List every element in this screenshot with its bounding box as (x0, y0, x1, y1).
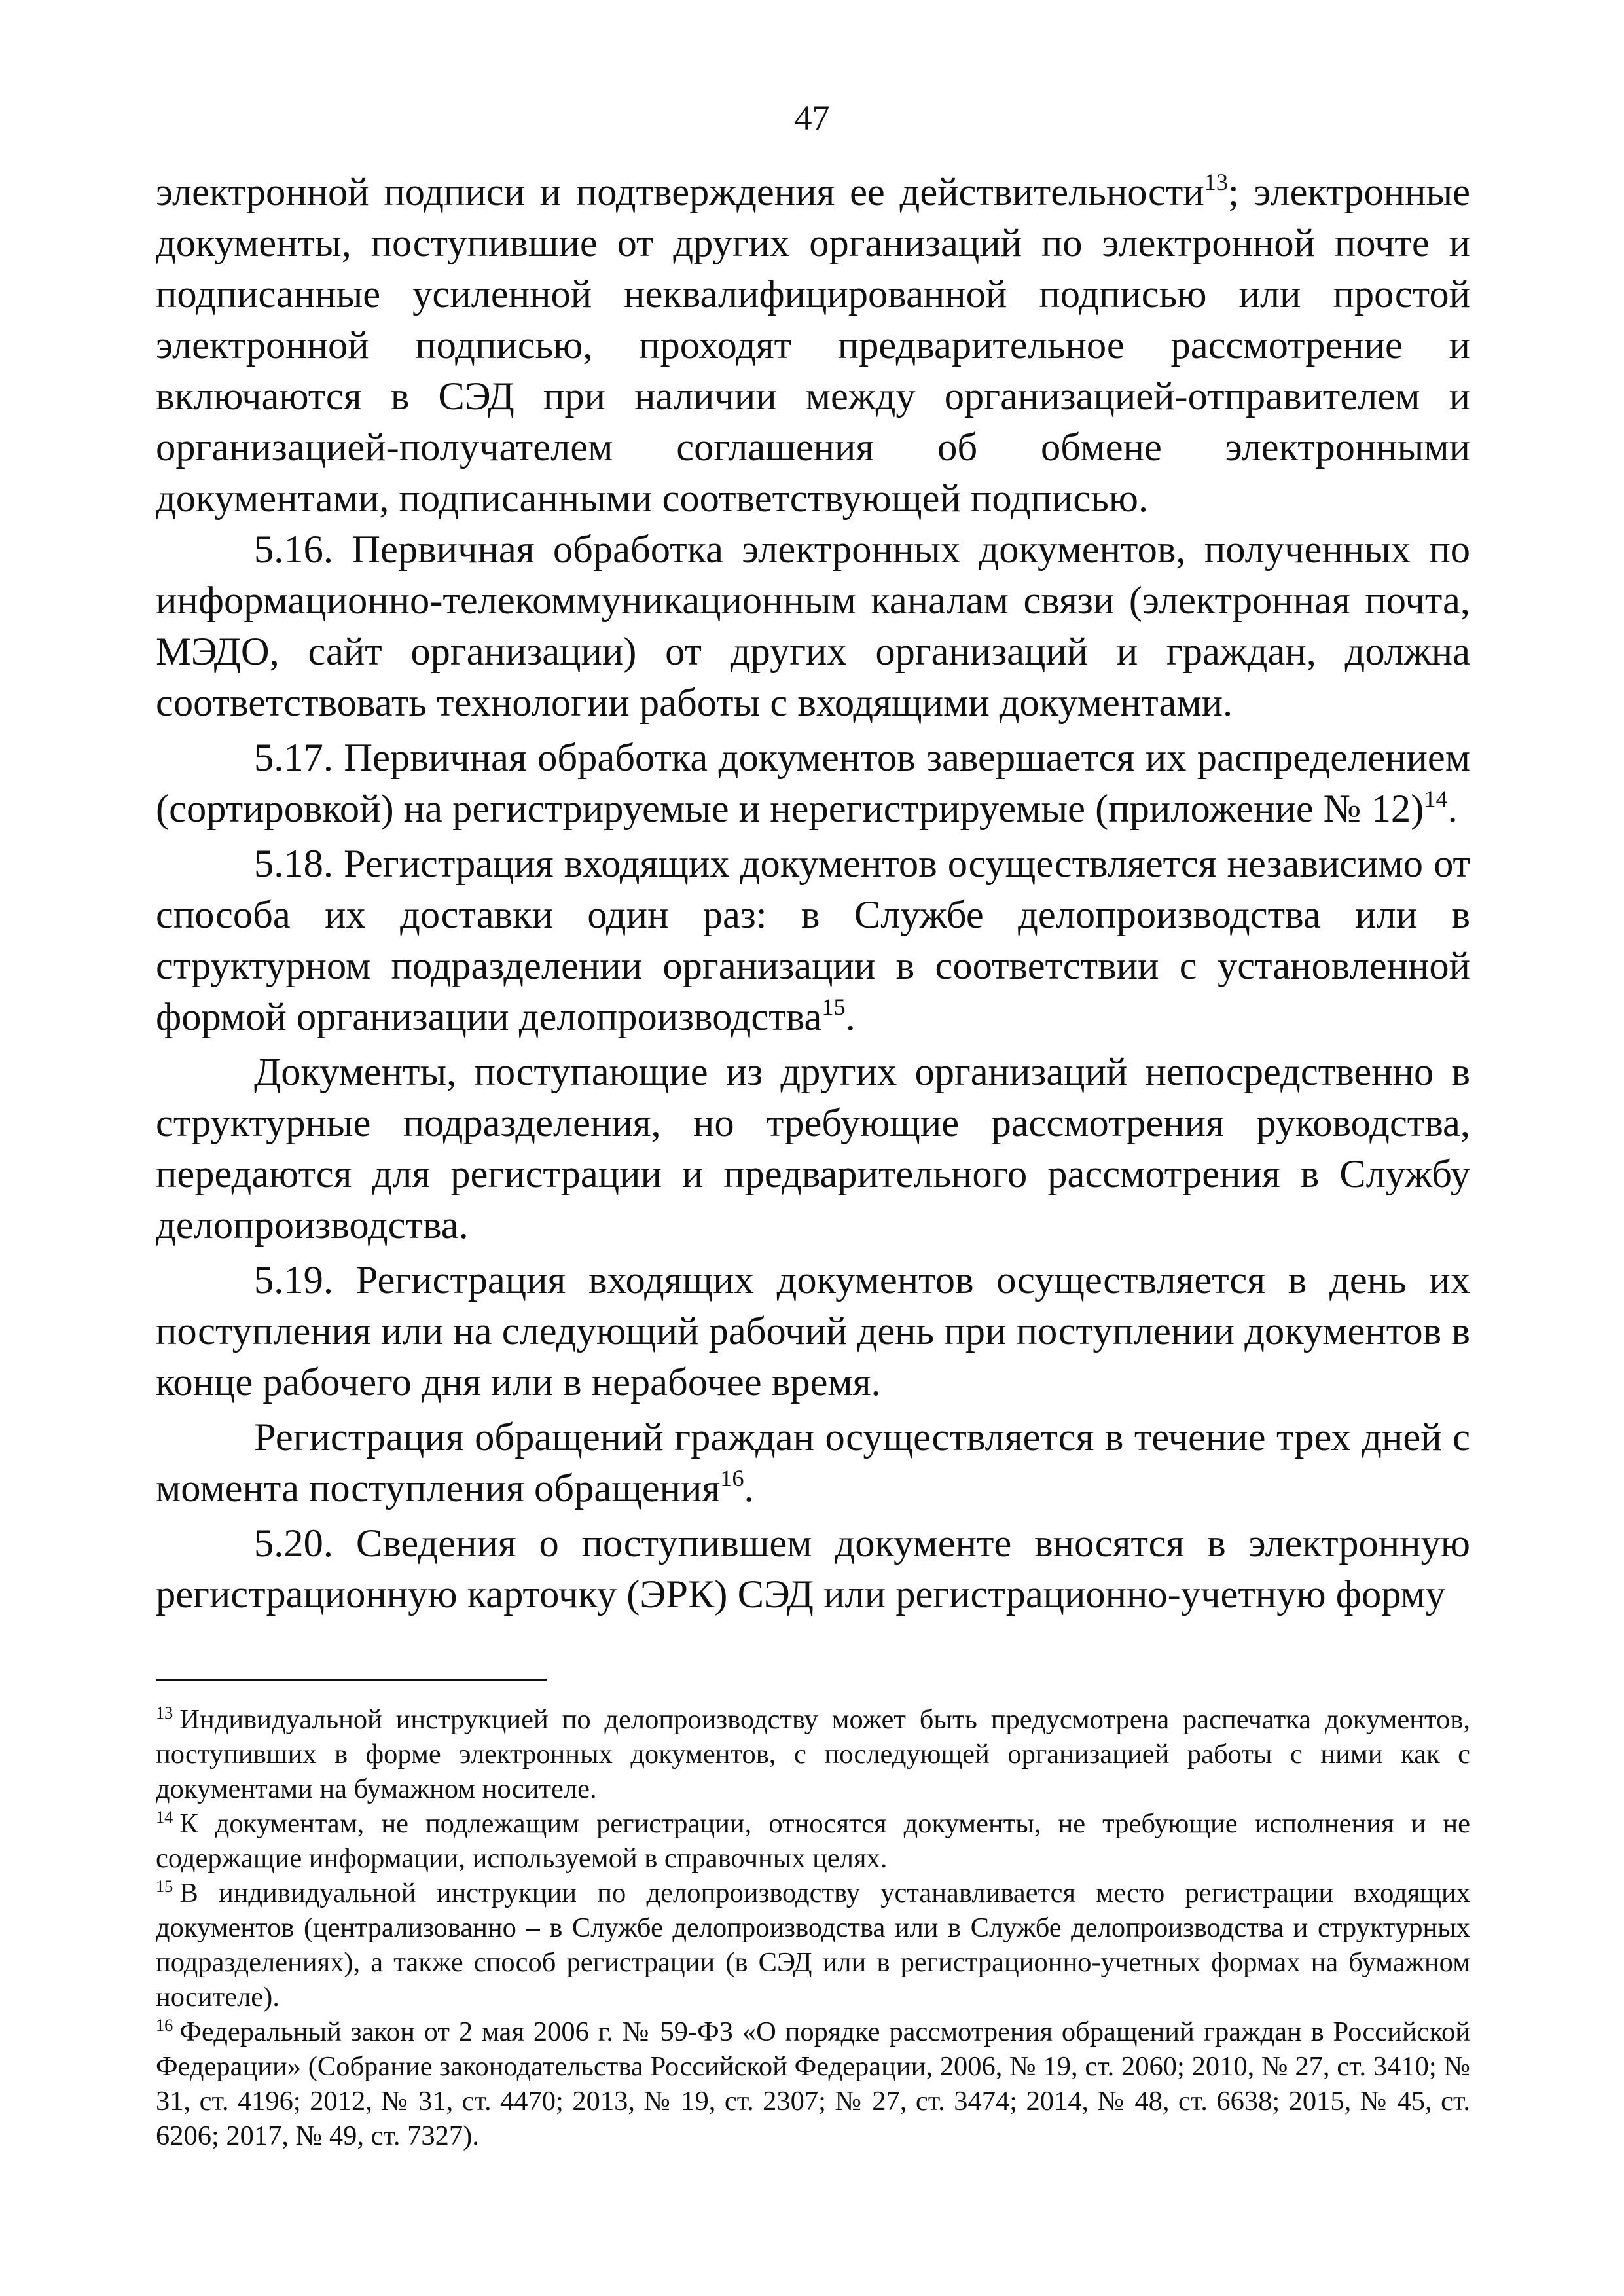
paragraph-text: . (845, 995, 856, 1039)
footnote-divider (156, 1679, 547, 1681)
paragraph (156, 1047, 1470, 1251)
footnote-text: Индивидуальной инструкцией по делопроизводству может быть предусмотрена распечатка документов, поступивших в форме электронных документов, с последующей организацией работы с ними как с документами на бумажном носителе. (156, 1704, 1470, 1804)
footnote-text: В индивидуальной инструкции по делопроизводству устанавливается место регистрации входящих документов (централизованно – в Службе делопроизводства или в Службе делопроизводства и структурных подразделениях), а также способ регистрации (в СЭД или в регистрационно-учетных формах на бумажном носителе). (156, 1878, 1470, 2013)
body-text (156, 167, 1470, 1620)
paragraph-text: 5.17. Первичная обработка документов завершается их распределением (сортировкой) на регистрируемые и нерегистрируемые (приложение № 12) (156, 736, 1470, 831)
footnote-mark: 16 (156, 2015, 173, 2035)
paragraph-text: Регистрация обращений граждан осуществляется в течение трех дней с момента поступления обращения (156, 1415, 1470, 1510)
paragraph-text: 5.16. Первичная обработка электронных документов, полученных по информационно-телекоммуникационным каналам связи (электронная почта, МЭДО, сайт организации) от других организаций и граждан, должна соответствовать технологии работы с входящими документами. (156, 528, 1470, 725)
paragraph-text: 5.19. Регистрация входящих документов осуществляется в день их поступления или на следующий рабочий день при поступлении документов в конце рабочего дня или в нерабочее время. (156, 1258, 1470, 1404)
paragraph (156, 733, 1470, 835)
paragraph-text: электронной подписи и подтверждения ее действительности (156, 170, 1204, 214)
page-number: 47 (794, 98, 830, 137)
footnotes (156, 1702, 1470, 2153)
footnote (156, 2014, 1470, 2153)
paragraph-text: 5.20. Сведения о поступившем документе вносятся в электронную регистрационную карточку (ЭРК) СЭД или регистрационно-учетную форму (156, 1522, 1470, 1616)
footnote-ref: 14 (1424, 786, 1448, 812)
paragraph (156, 524, 1470, 729)
footnote-ref: 13 (1204, 169, 1228, 196)
paragraph (156, 1412, 1470, 1514)
paragraph-text: 5.18. Регистрация входящих документов осуществляется независимо от способа их доставки один раз: в Службе делопроизводства или в структурном подразделении организации в соответствии с установленной формой организации делопроизводства (156, 842, 1470, 1039)
paragraph-text: . (744, 1467, 754, 1510)
footnote-ref: 16 (720, 1465, 744, 1492)
paragraph (156, 839, 1470, 1043)
footnote-mark: 15 (156, 1876, 173, 1896)
footnote (156, 1876, 1470, 2014)
footnote-text: К документам, не подлежащим регистрации, относятся документы, не требующие исполнения и не содержащие информации, используемой в справочных целях. (156, 1808, 1470, 1874)
paragraph-text: Документы, поступающие из других организаций непосредственно в структурные подразделения, но требующие рассмотрения руководства, передаются для регистрации и предварительного рассмотрения в Службу делопроизводства. (156, 1050, 1470, 1247)
paragraph (156, 167, 1470, 524)
footnote-text: Федеральный закон от 2 мая 2006 г. № 59-ФЗ «О порядке рассмотрения обращений граждан в Российской Федерации» (Собрание законодательства Российской Федерации, 2006, № 19, ст. 2060; 2010, № 27, ст. 3410; № 31, ст. 4196; 2012, № 31, ст. 4470; 2013, № 19, ст. 2307; № 27, ст. 3474; 2014, № 48, ст. 6638; 2015, № 45, ст. 6206; 2017, № 49, ст. 7327). (156, 2016, 1470, 2151)
paragraph-text: ; электронные документы, поступившие от других организаций по электронной почте и подписанные усиленной неквалифицированной подписью или простой электронной подписью, проходят предварительное рассмотрение и включаются в СЭД при наличии между организацией-отправителем и организацией-получателем соглашения об обмене электронными документами, подписанными соответствующей подписью. (156, 170, 1470, 520)
footnote-mark: 13 (156, 1703, 173, 1722)
footnote-ref: 15 (821, 994, 846, 1021)
footnote-mark: 14 (156, 1807, 173, 1827)
footnote (156, 1806, 1470, 1876)
paragraph (156, 1255, 1470, 1408)
paragraph-text: . (1447, 787, 1458, 831)
footnote (156, 1702, 1470, 1806)
paragraph (156, 1518, 1470, 1620)
